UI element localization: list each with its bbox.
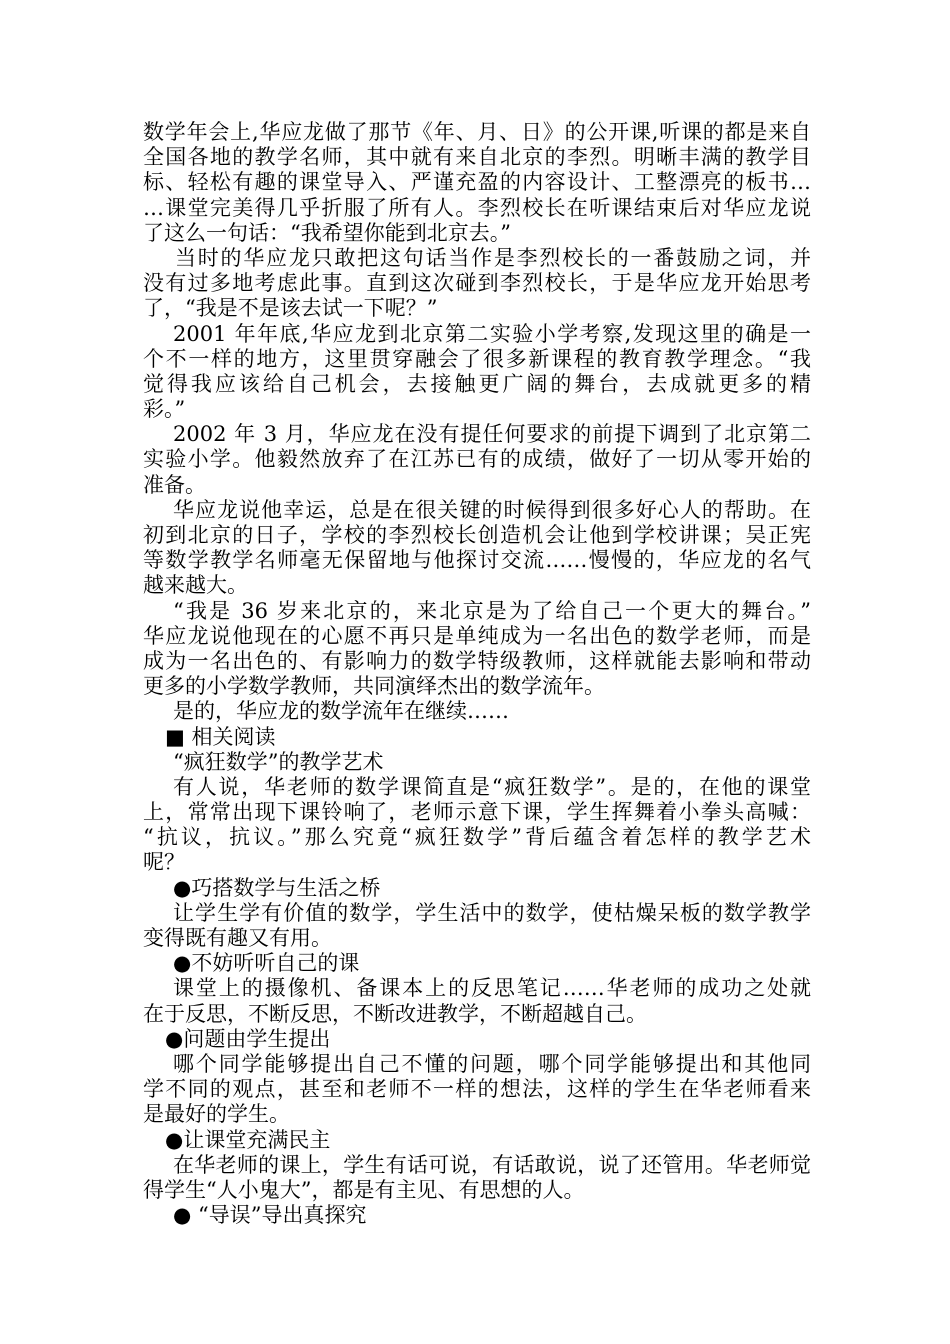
text-line: 在华老师的课上，学生有话可说，有话敢说，说了还管用。华老师觉 (173, 1152, 811, 1177)
text-line: ●不妨听听自己的课 (173, 951, 360, 976)
text-line: 个不一样的地方，这里贯穿融会了很多新课程的教育教学理念。“我 (143, 346, 811, 371)
text-line: 上，常常出现下课铃响了，老师示意下课，学生挥舞着小拳头高喊： (143, 800, 811, 825)
text-line: 在于反思，不断反思，不断改进教学，不断超越自己。 (143, 1001, 647, 1026)
text-line: 课堂上的摄像机、备课本上的反思笔记……华老师的成功之处就 (173, 976, 811, 1001)
text-line: 2002 年 3 月，华应龙在没有提任何要求的前提下调到了北京第二 (173, 422, 811, 447)
text-line: ■ 相关阅读 (165, 724, 276, 749)
text-line: 了，“我是不是该去试一下呢？” (143, 296, 438, 321)
text-line: 没有过多地考虑此事。直到这次碰到李烈校长，于是华应龙开始思考 (143, 271, 811, 296)
text-line: “疯狂数学”的教学艺术 (173, 749, 384, 774)
text-line: 华应龙说他现在的心愿不再只是单纯成为一名出色的数学老师，而是 (143, 623, 811, 648)
text-line: 彩。” (143, 397, 186, 422)
text-line: 更多的小学数学教师，共同演绎杰出的数学流年。 (143, 674, 605, 699)
text-line: ● “导误”导出真探究 (173, 1203, 367, 1228)
document-body (143, 120, 811, 1228)
text-line: 了这么一句话：“我希望你能到北京去。” (143, 220, 511, 245)
text-line: 等数学教学名师毫无保留地与他探讨交流……慢慢的，华应龙的名气 (143, 548, 811, 573)
text-line: 是的，华应龙的数学流年在继续…… (173, 699, 509, 724)
text-line: 是最好的学生。 (143, 1102, 290, 1127)
text-line: 得学生“人小鬼大”，都是有主见、有思想的人。 (143, 1177, 585, 1202)
text-line: 全国各地的教学名师，其中就有来自北京的李烈。明晰丰满的教学目 (143, 145, 811, 170)
text-line: 2001 年年底,华应龙到北京第二实验小学考察,发现这里的确是一 (173, 321, 811, 346)
text-line: 当时的华应龙只敢把这句话当作是李烈校长的一番鼓励之词，并 (175, 245, 811, 270)
text-line: “抗议，抗议。”那么究竟“疯狂数学”背后蕴含着怎样的教学艺术 (143, 825, 811, 850)
text-line: 呢？ (143, 850, 185, 875)
text-line: 准备。 (143, 472, 206, 497)
text-line: 标、轻松有趣的课堂导入、严谨充盈的内容设计、工整漂亮的板书… (143, 170, 811, 195)
text-line: 实验小学。他毅然放弃了在江苏已有的成绩，做好了一切从零开始的 (143, 447, 811, 472)
text-line: ●让课堂充满民主 (165, 1127, 331, 1152)
text-line: 初到北京的日子，学校的李烈校长创造机会让他到学校讲课；吴正宪 (143, 523, 811, 547)
text-line: “我是 36 岁来北京的，来北京是为了给自己一个更大的舞台。” (173, 598, 811, 623)
text-line: …课堂完美得几乎折服了所有人。李烈校长在听课结束后对华应龙说 (143, 195, 811, 220)
text-line: 有人说，华老师的数学课简直是“疯狂数学”。是的，在他的课堂 (173, 774, 811, 799)
text-line: ●问题由学生提出 (165, 1026, 331, 1051)
text-line: 华应龙说他幸运，总是在很关键的时候得到很多好心人的帮助。在 (173, 497, 811, 522)
text-line: 变得既有趣又有用。 (143, 926, 332, 950)
text-line: 觉得我应该给自己机会，去接触更广阔的舞台，去成就更多的精 (143, 371, 811, 396)
text-line: ●巧搭数学与生活之桥 (173, 875, 381, 900)
text-line: 成为一名出色的、有影响力的数学特级教师，这样就能去影响和带动 (143, 648, 811, 673)
text-line: 学不同的观点，甚至和老师不一样的想法，这样的学生在华老师看来 (143, 1077, 811, 1102)
text-line: 数学年会上,华应龙做了那节《年、月、日》的公开课,听课的都是来自 (143, 120, 811, 144)
text-line: 让学生学有价值的数学，学生活中的数学，使枯燥呆板的数学教学 (173, 900, 811, 925)
text-line: 哪个同学能够提出自己不懂的问题，哪个同学能够提出和其他同 (173, 1051, 811, 1076)
text-line: 越来越大。 (143, 573, 248, 598)
